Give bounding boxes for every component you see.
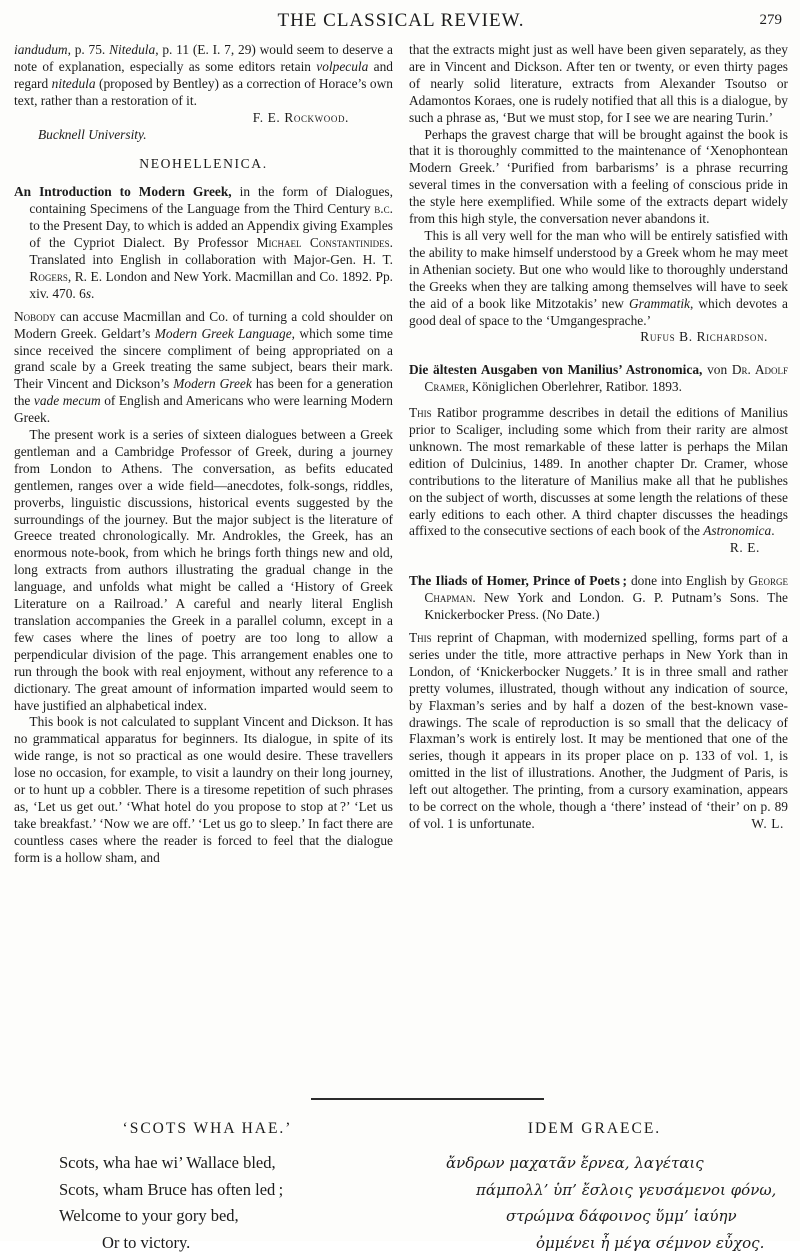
scots-poem-line: Or to victory. bbox=[14, 1230, 401, 1256]
review-paragraph-rockwood: iandudum, p. 75. Nitedula, p. 11 (E. I. 7, 29) would seem to deserve a note of explanation, especially as some editors retain volpecula and regard nitedula (proposed by Bentley) as a correction of Horace’s own text, rather than a restoration of it. bbox=[14, 42, 393, 110]
page-number: 279 bbox=[760, 12, 783, 29]
signature-re: R. E. bbox=[409, 540, 788, 557]
paragraph-text: This reprint of Chapman, with modernized spelling, forms part of a series under the title, more attractive perhaps in New York than in London, of ‘Knickerbocker Nuggets.’ It is in three small and rather pretty volumes, illustrated, though without any indication of source, by Flaxman’s series and by half a dozen of the best-known vase-drawings. The scale of reproduction is so small that the delicacy of Flaxman’s work is entirely lost. It may be mentioned that one of the series, though it appears in its proper place on p. 133 of vol. 1, is omitted in the list of illustrations. Another, the Judgment of Paris, is left out altogether. The printing, from a cursory examination, appears to be correct on the whole, though a ‘there’ instead of ‘their’ on p. 89 of vol. 1 is unfortunate. bbox=[409, 630, 788, 831]
review-paragraph-present-work: The present work is a series of sixteen dialogues between a Greek gentleman and a Cambridge Professor of Greek, during a journey from London to Athens. The conversation, as befits educated gentlemen, ranges over a wide field—anecdotes, folk-songs, riddles, proverbs, linguistic discussions, historical events suggested by the surroundings of the journey. But the major subject is the literature of Greece treated chronologically. Mr. Androkles, the Greek, has an enormous note-book, from which he brings forth things new and old, long extracts from authors illustrating the gradual change in the language, and unfolds what might be called a ‘History of Greek Literature on a Railroad.’ A careful and nearly literal English translation accompanies the Greek in a parallel column, except in a few cases where the lines of poetry are too long to allow a perpendicular division of the page. This arrangement enables one to run through the book with real enjoyment, without any reference to a dictionary. The great amount of information imparted would seem to have justified an alphabetical index. bbox=[14, 427, 393, 714]
scots-poem bbox=[14, 1116, 401, 1256]
right-column bbox=[409, 42, 788, 1088]
left-column bbox=[14, 42, 393, 1088]
section-heading-neohellenica: NEOHELLENICA. bbox=[14, 156, 393, 173]
page-title: THE CLASSICAL REVIEW. bbox=[277, 8, 524, 32]
page-header bbox=[14, 8, 788, 42]
poem-section bbox=[14, 1116, 788, 1256]
review-paragraph-nobody: Nobody can accuse Macmillan and Co. of turning a cold shoulder on Modern Greek. Geldart’s Modern Greek Language, which some time since received the sincere compliment of being appropriated on a grand scale by a Greek treating the same subject, bears their mark. Their Vincent and Dickson’s Modern Greek has been for a generation the vade mecum of English and Americans who were learning Modern Greek. bbox=[14, 309, 393, 427]
scots-poem-line: Scots, wham Bruce has often led ; bbox=[14, 1177, 401, 1204]
book-title-iliads: The Iliads of Homer, Prince of Poets ; done into English by George Chapman. New York and London. G. P. Putnam’s Sons. The Knickerbocker Press. (No Date.) bbox=[409, 573, 788, 624]
scots-poem-line: Welcome to your gory bed, bbox=[14, 1203, 401, 1230]
review-paragraph-ratibor: This Ratibor programme describes in detail the editions of Manilius prior to Scaliger, including some which from their rarity are almost unknown. The most remarkable of these latter is perhaps the Milan edition of Dulcinius, 1489. In another chapter Dr. Cramer, whose contributions to the literature of Manilius make all that he publishes on the subject of worth, discusses at some length the relations of these early editions to each other. A third chapter discusses the headings affixed to the consecutive sections of each book of the Astronomica. bbox=[409, 405, 788, 540]
signature-rockwood: F. E. Rockwood. bbox=[14, 110, 393, 127]
book-title-modern-greek: An Introduction to Modern Greek, in the form of Dialogues, containing Specimens of the Language from the Third Century b.c. to the Present Day, to which is added an Appendix giving Examples of the Cypriot Dialect. By Professor Michael Constantinides. Translated into English in collaboration with Major-Gen. H. T. Rogers, R. E. London and New York. Macmillan and Co. 1892. Pp. xiv. 470. 6s. bbox=[14, 184, 393, 302]
review-paragraph-reprint bbox=[409, 630, 788, 833]
signature-richardson: Rufus B. Richardson. bbox=[409, 329, 788, 346]
book-title-manilius: Die ältesten Ausgaben von Manilius’ Astronomica, von Dr. Adolf Cramer, Königlichen Oberlehrer, Ratibor. 1893. bbox=[409, 362, 788, 396]
greek-poem-line: ὀμμένει ἦ μέγα σέμνον εὖχος. bbox=[401, 1230, 788, 1256]
review-paragraph-this-is-all: This is all very well for the man who will be entirely satisfied with the ability to make himself understood by a Greek whom he may meet in Athenian society. But one who would like to thoroughly understand the Greeks when they are talking among themselves will have to seek the aid of a book like Mitzotakis’ new Grammatik, which devotes a good deal of space to the ‘Umgangesprache.’ bbox=[409, 228, 788, 329]
review-paragraph-this-book: This book is not calculated to supplant Vincent and Dickson. It has no grammatical apparatus for beginners. Its dialogue, in spite of its wide range, is not so practical as one would desire. These travellers lose no occasion, for example, to visit a laundry on their long journey, or to hunt up a cobbler. There is a tiresome repetition of such phrases as, ‘Let us get out.’ ‘What hotel do you propose to stop at ?’ ‘Let us take breakfast.’ ‘Now we are off.’ ‘Let us go to sleep.’ In fact there are countless cases where the reader is forced to feel that the dialogue form is a hollow sham, and bbox=[14, 714, 393, 866]
greek-poem bbox=[401, 1116, 788, 1256]
scots-poem-title: ‘SCOTS WHA HAE.’ bbox=[14, 1120, 401, 1138]
review-paragraph-extracts: that the extracts might just as well have been given separately, as they are in Vincent and Dickson. After ten or twenty, or even thirty pages of nearly solid literature, extracts from Alexander Tsoutso or Adamontos Koraes, one is rudely notified that all this is a dialogue, by such a phrase as, ‘But we must stop, for I see we are nearing Turin.’ bbox=[409, 42, 788, 127]
affiliation-bucknell: Bucknell University. bbox=[14, 127, 393, 144]
scots-poem-line: Scots, wha hae wi’ Wallace bled, bbox=[14, 1150, 401, 1177]
greek-poem-title: IDEM GRAECE. bbox=[401, 1120, 788, 1138]
greek-poem-line: ἄνδρων μαχατᾶν ἔρνεα, λαγέταις bbox=[401, 1150, 788, 1177]
text-columns bbox=[14, 42, 788, 1088]
review-paragraph-perhaps: Perhaps the gravest charge that will be brought against the book is that it is thoroughly committed to the maintenance of ‘Xenophontean Modern Greek.’ ‘Purified from barbarisms’ is a phrase recurring several times in the conversation with a feeling of conscious pride in the style here exemplified. While some of the extracts depart widely from this high style, the conversation never abandons it. bbox=[409, 127, 788, 228]
greek-poem-line: στρώμνα δάφοινος ὕμμ’ ἰαύην bbox=[401, 1203, 788, 1230]
greek-poem-line: πάμπολλ’ ὑπ’ ἔσλοις γευσάμενοι φόνω, bbox=[401, 1177, 788, 1204]
section-divider-rule bbox=[311, 1098, 544, 1100]
signature-wl: W. L. bbox=[751, 816, 788, 833]
